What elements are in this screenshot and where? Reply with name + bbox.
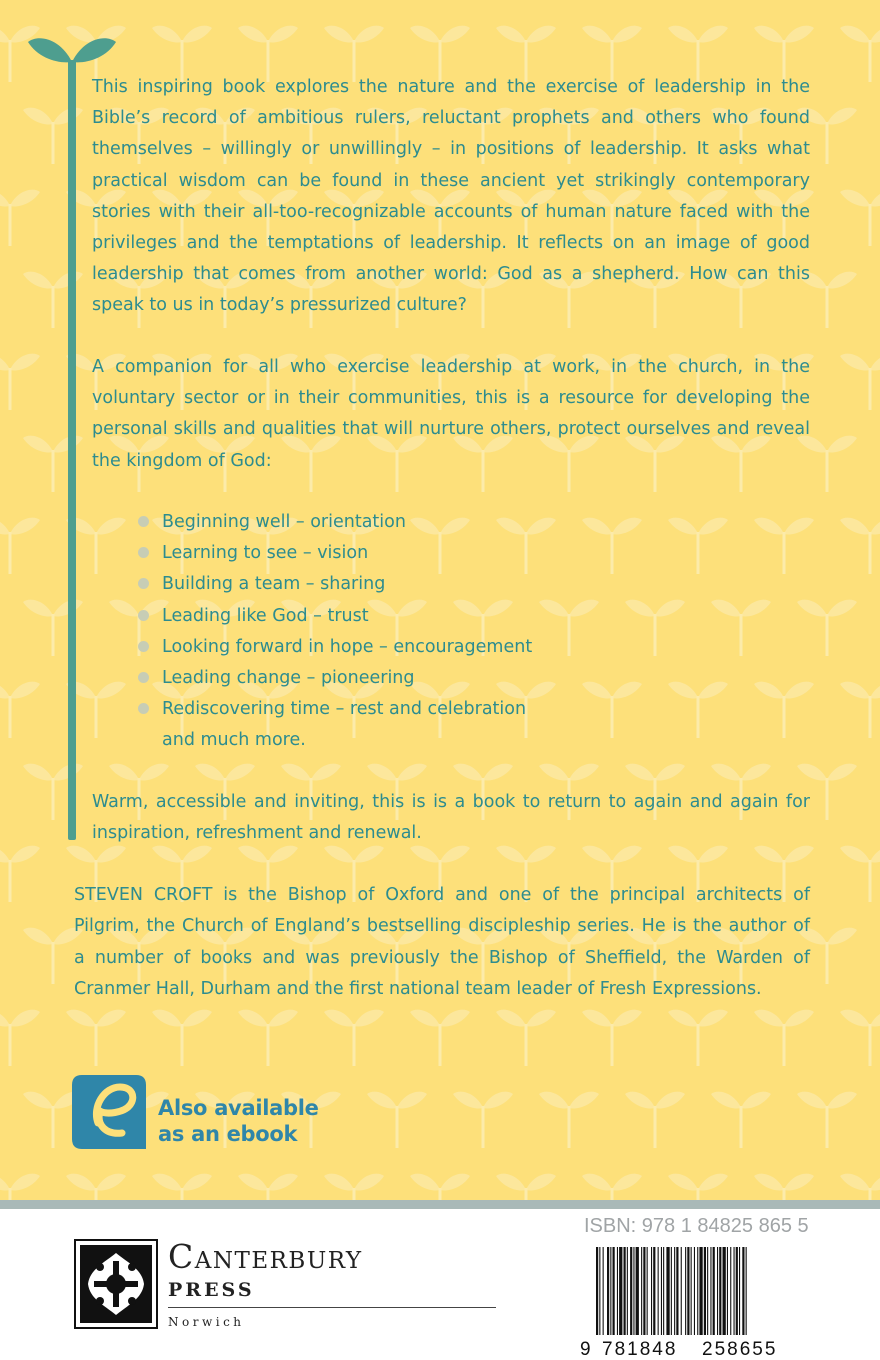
list-more: and much more. [162, 730, 306, 751]
barcode-bar [736, 1247, 738, 1335]
barcode-bar [658, 1247, 659, 1335]
barcode-bar [674, 1247, 675, 1335]
barcode-bar [717, 1247, 718, 1335]
barcode-bar [746, 1247, 747, 1335]
leaf-motif [0, 518, 40, 574]
publisher-imprint: PRESS [168, 1279, 255, 1301]
barcode-digits-left: 781848 [602, 1339, 678, 1359]
list-item: Rediscovering time – rest and celebration [138, 694, 532, 725]
barcode-bar [687, 1247, 689, 1335]
barcode-bar [607, 1247, 609, 1335]
list-item: Building a team – sharing [138, 569, 532, 600]
barcode-bar [681, 1247, 682, 1335]
barcode-bar [599, 1247, 600, 1335]
leaf-motif [539, 1092, 599, 1148]
barcode-bar [730, 1247, 731, 1335]
barcode-bar [613, 1247, 615, 1335]
barcode-bar [617, 1247, 618, 1335]
barcode-bar [636, 1247, 639, 1335]
leaf-motif [668, 682, 728, 738]
leaf-motif [840, 682, 880, 738]
ebook-badge [70, 1073, 330, 1153]
leaf-motif [711, 1092, 771, 1148]
leaf-motif [668, 1010, 728, 1066]
leaf-motif [582, 1010, 642, 1066]
list-item: Looking forward in hope – encouragement [138, 632, 532, 663]
list-item: Leading change – pioneering [138, 663, 532, 694]
leaf-motif [0, 1010, 40, 1066]
bullet-icon [138, 672, 149, 683]
bullet-icon [138, 578, 149, 589]
publisher-city: Norwich [168, 1315, 245, 1329]
leaf-motif [754, 518, 814, 574]
barcode-bar [707, 1247, 708, 1335]
barcode-bar [641, 1247, 642, 1335]
leaf-motif [367, 1092, 427, 1148]
barcode-bar [643, 1247, 645, 1335]
leaf-motif [840, 354, 880, 410]
bullet-icon [138, 641, 149, 652]
leaf-motif [754, 1010, 814, 1066]
leaf-motif [238, 1010, 298, 1066]
leaf-motif [66, 1174, 126, 1200]
barcode-bar [710, 1247, 711, 1335]
leaf-motif [711, 600, 771, 656]
leaf-motif [410, 1174, 470, 1200]
leaf-motif [66, 1010, 126, 1066]
sprout-stem [68, 60, 76, 840]
leaf-motif [840, 846, 880, 902]
barcode-bar [627, 1247, 628, 1335]
leaf-motif [0, 682, 40, 738]
barcode-digit-lead: 9 [580, 1339, 591, 1359]
barcode-bar [697, 1247, 698, 1335]
list-item: Leading like God – trust [138, 601, 532, 632]
list-item: Beginning well – orientation [138, 507, 532, 538]
barcode-bar [704, 1247, 706, 1335]
leaf-motif [0, 1174, 40, 1200]
leaf-motif [539, 600, 599, 656]
barcode-bar [719, 1247, 721, 1335]
barcode-bar [734, 1247, 735, 1335]
closing-paragraph: Warm, accessible and inviting, this is is a book to return to again and again for inspiration, refreshment and renewal. [92, 792, 810, 844]
barcode-bar [727, 1247, 728, 1335]
leaf-motif [625, 1092, 685, 1148]
description-paragraph-1: This inspiring book explores the nature and the exercise of leadership in the Bible’s record of ambitious rulers, reluctant prophets and others who found themselves – willingly or unwillingly – in positions of leadership. It asks what practical wisdom can be found in these ancient yet strikingly contemporary stories with their all-too-recognizable accounts of human nature faced with the privileges and the temptations of leadership. It reflects on an image of good leadership that comes from another world: God as a shepherd. How can this speak to us in today’s pressurized culture? [92, 77, 810, 316]
list-item: Learning to see – vision [138, 538, 532, 569]
ebook-e-icon [70, 1073, 148, 1151]
leaf-motif [582, 518, 642, 574]
leaf-motif [668, 1174, 728, 1200]
leaf-motif [0, 846, 40, 902]
barcode-digits-right: 258655 [702, 1339, 778, 1359]
divider-band [0, 1200, 880, 1209]
canterbury-press-logo [74, 1239, 158, 1329]
leaf-motif [797, 600, 857, 656]
bullet-icon [138, 703, 149, 714]
leaf-motif [797, 1092, 857, 1148]
barcode-bar [619, 1247, 622, 1335]
barcode-bar [630, 1247, 632, 1335]
barcode-bar [699, 1247, 702, 1335]
barcode-bar [685, 1247, 686, 1335]
barcode-bar [624, 1247, 626, 1335]
leaf-motif [754, 1174, 814, 1200]
leaf-motif [152, 1174, 212, 1200]
barcode-bar [651, 1247, 652, 1335]
bullet-icon [138, 516, 149, 527]
barcode-bar [676, 1247, 678, 1335]
barcode-bar [603, 1247, 604, 1335]
barcode-bar [653, 1247, 655, 1335]
leaf-motif [410, 1010, 470, 1066]
author-bio: STEVEN CROFT is the Bishop of Oxford and one of the principal architects of Pilgrim, the Church of England’s bestselling discipleship series. He is the author of a number of books and was previously the Bishop of Sheffield, the Warden of Cranmer Hall, Durham and the first national team leader of Fresh Expressions. [74, 885, 810, 999]
barcode-bar [661, 1247, 662, 1335]
leaf-motif [582, 1174, 642, 1200]
leaf-motif [840, 1010, 880, 1066]
leaf-motif [840, 1174, 880, 1200]
footer [0, 1209, 880, 1360]
leaf-motif [152, 1010, 212, 1066]
leaf-motif [840, 190, 880, 246]
bullet-icon [138, 547, 149, 558]
barcode-bar [663, 1247, 664, 1335]
leaf-motif [496, 1174, 556, 1200]
leaf-motif [840, 518, 880, 574]
barcode-bar [691, 1247, 692, 1335]
leaf-motif [496, 1010, 556, 1066]
topic-list [138, 507, 532, 757]
leaf-motif [0, 354, 40, 410]
description-paragraph-2: A companion for all who exercise leadership at work, in the church, in the voluntary sector or in their communities, this is a resource for developing the personal skills and qualities that will nurture others, protect ourselves and reveal the kingdom of God: [92, 357, 810, 471]
publisher-name: Canterbury [168, 1237, 363, 1276]
leaf-motif [324, 1010, 384, 1066]
publisher-rule [168, 1307, 496, 1308]
barcode-bar [596, 1247, 598, 1335]
leaf-motif [453, 1092, 513, 1148]
barcode [574, 1247, 804, 1359]
leaf-motif [0, 190, 40, 246]
barcode-bar [739, 1247, 740, 1335]
barcode-bar [666, 1247, 669, 1335]
leaf-motif [668, 518, 728, 574]
barcode-bar [647, 1247, 648, 1335]
barcode-bar [713, 1247, 715, 1335]
ebook-label: Also available as an ebook [158, 1096, 319, 1146]
leaf-motif [582, 682, 642, 738]
leaf-motif [840, 26, 880, 82]
barcode-bar [610, 1247, 611, 1335]
barcode-bar [723, 1247, 726, 1335]
barcode-bar [694, 1247, 695, 1335]
leaf-motif [324, 1174, 384, 1200]
barcode-bar [742, 1247, 744, 1335]
barcode-bar [671, 1247, 672, 1335]
barcode-bar [633, 1247, 634, 1335]
leaf-motif [625, 600, 685, 656]
leaf-motif [238, 1174, 298, 1200]
isbn-label: ISBN: 978 1 84825 865 5 [584, 1215, 809, 1237]
bullet-icon [138, 610, 149, 621]
leaf-motif [754, 682, 814, 738]
